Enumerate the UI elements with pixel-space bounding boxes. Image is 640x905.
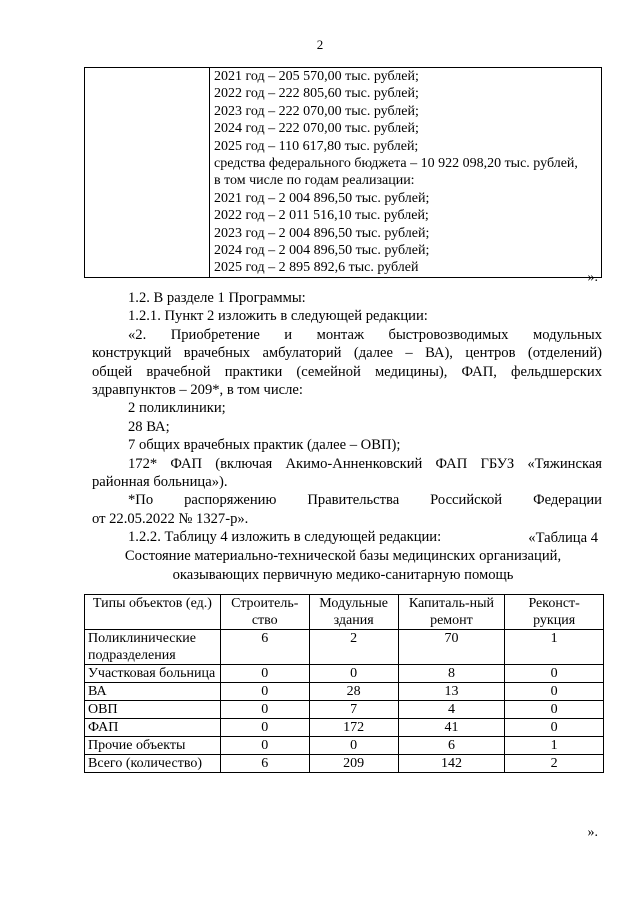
- table-row: [85, 665, 604, 683]
- table-cell: 0: [505, 701, 604, 719]
- funding-line: средства федерального бюджета – 10 922 098,20 тыс. рублей,: [214, 155, 578, 171]
- table-cell: 13: [398, 683, 505, 701]
- item-2-line: конструкций врачебных амбулаторий (далее – ВА), центров (отделений): [92, 345, 602, 362]
- table-cell: ВА: [85, 683, 221, 701]
- column-header: Модульные здания: [309, 595, 398, 630]
- funding-line: 2022 год – 2 011 516,10 тыс. рублей;: [214, 208, 429, 224]
- table-cell: 0: [505, 665, 604, 683]
- list-item-continuation: районная больница»).: [92, 474, 228, 491]
- column-header: Реконст-рукция: [505, 595, 604, 630]
- item-2-line: общей врачебной практики (семейной медицины), ФАП, фельдшерских: [92, 363, 602, 380]
- closing-quote: ».: [587, 270, 598, 285]
- table-cell: 8: [398, 665, 505, 683]
- table-cell: 7: [309, 701, 398, 719]
- list-item: 172* ФАП (включая Акимо-Анненковский ФАП ГБУЗ «Тяжинская: [128, 455, 602, 472]
- funding-line: 2023 год – 2 004 896,50 тыс. рублей;: [214, 225, 430, 241]
- table-cell: 1: [505, 630, 604, 665]
- table-cell: 0: [220, 737, 309, 755]
- funding-line: в том числе по годам реализации:: [214, 173, 415, 189]
- funding-line: 2021 год – 2 004 896,50 тыс. рублей;: [214, 190, 430, 206]
- funding-line: 2024 год – 2 004 896,50 тыс. рублей;: [214, 242, 430, 258]
- table-row: [85, 755, 604, 773]
- item-2-line: здравпунктов – 209*, в том числе:: [92, 382, 303, 399]
- funding-line: 2025 год – 110 617,80 тыс. рублей;: [214, 138, 419, 154]
- paragraph-1-2-2: 1.2.2. Таблицу 4 изложить в следующей редакции:: [128, 529, 442, 546]
- page-number: 2: [316, 37, 324, 52]
- funding-line: 2024 год – 222 070,00 тыс. рублей;: [214, 121, 419, 137]
- table-cell: 0: [309, 665, 398, 683]
- objects-table: [84, 594, 604, 773]
- table-cell: 0: [220, 665, 309, 683]
- footnote-line: от 22.05.2022 № 1327-р».: [92, 510, 249, 527]
- table-cell: 1: [505, 737, 604, 755]
- table-cell: 41: [398, 719, 505, 737]
- table-row: [85, 630, 604, 665]
- table-cell: 4: [398, 701, 505, 719]
- table-cell: 70: [398, 630, 505, 665]
- table-cell: 0: [220, 719, 309, 737]
- footnote-line: *По распоряжению Правительства Российской Федерации: [128, 492, 602, 509]
- funding-line: 2021 год – 205 570,00 тыс. рублей;: [214, 69, 419, 84]
- table-cell: 2: [309, 630, 398, 665]
- table-cell: 6: [220, 755, 309, 773]
- funding-line: 2025 год – 2 895 892,6 тыс. рублей: [214, 260, 419, 276]
- table-cell: Всего (количество): [85, 755, 221, 773]
- list-item: 7 общих врачебных практик (далее – ОВП);: [128, 437, 401, 454]
- list-item: 28 ВА;: [128, 418, 170, 435]
- table-cell: 0: [505, 683, 604, 701]
- table-row: [85, 719, 604, 737]
- funding-empty-cell: [85, 68, 210, 278]
- table-cell: Поликлинические подразделения: [85, 630, 221, 665]
- table-cell: 6: [398, 737, 505, 755]
- table-cell: ФАП: [85, 719, 221, 737]
- table-title-line: оказывающих первичную медико-санитарную помощь: [172, 567, 514, 583]
- closing-quote: ».: [587, 825, 598, 840]
- funding-table: [84, 67, 602, 278]
- document-body: [92, 289, 602, 547]
- table-cell: Прочие объекты: [85, 737, 221, 755]
- table-cell: 28: [309, 683, 398, 701]
- item-2-line: «2. Приобретение и монтаж быстровозводимых модульных: [128, 326, 602, 343]
- column-header: Строитель-ство: [220, 595, 309, 630]
- column-header: Капиталь-ный ремонт: [398, 595, 505, 630]
- table-cell: 2: [505, 755, 604, 773]
- table-row: [85, 737, 604, 755]
- table-title: [84, 547, 602, 585]
- table-cell: 0: [220, 701, 309, 719]
- table-header-row: [85, 595, 604, 630]
- table-cell: 0: [220, 683, 309, 701]
- table-label: «Таблица 4: [528, 530, 598, 546]
- paragraph-1-2-1: 1.2.1. Пункт 2 изложить в следующей редакции:: [128, 308, 428, 325]
- table-cell: 6: [220, 630, 309, 665]
- table-cell: Участковая больница: [85, 665, 221, 683]
- table-cell: 142: [398, 755, 505, 773]
- table-cell: 209: [309, 755, 398, 773]
- funding-line: 2023 год – 222 070,00 тыс. рублей;: [214, 103, 419, 119]
- table-cell: 0: [505, 719, 604, 737]
- table-cell: 0: [309, 737, 398, 755]
- table-cell: ОВП: [85, 701, 221, 719]
- paragraph-1-2: 1.2. В разделе 1 Программы:: [128, 290, 306, 306]
- table-title-line: Состояние материально-технической базы медицинских организаций,: [124, 548, 562, 564]
- table-row: [85, 701, 604, 719]
- table-row: [85, 683, 604, 701]
- list-item: 2 поликлиники;: [128, 400, 226, 417]
- column-header: Типы объектов (ед.): [85, 595, 221, 630]
- table-cell: 172: [309, 719, 398, 737]
- funding-lines-cell: [210, 68, 602, 278]
- funding-line: 2022 год – 222 805,60 тыс. рублей;: [214, 86, 419, 102]
